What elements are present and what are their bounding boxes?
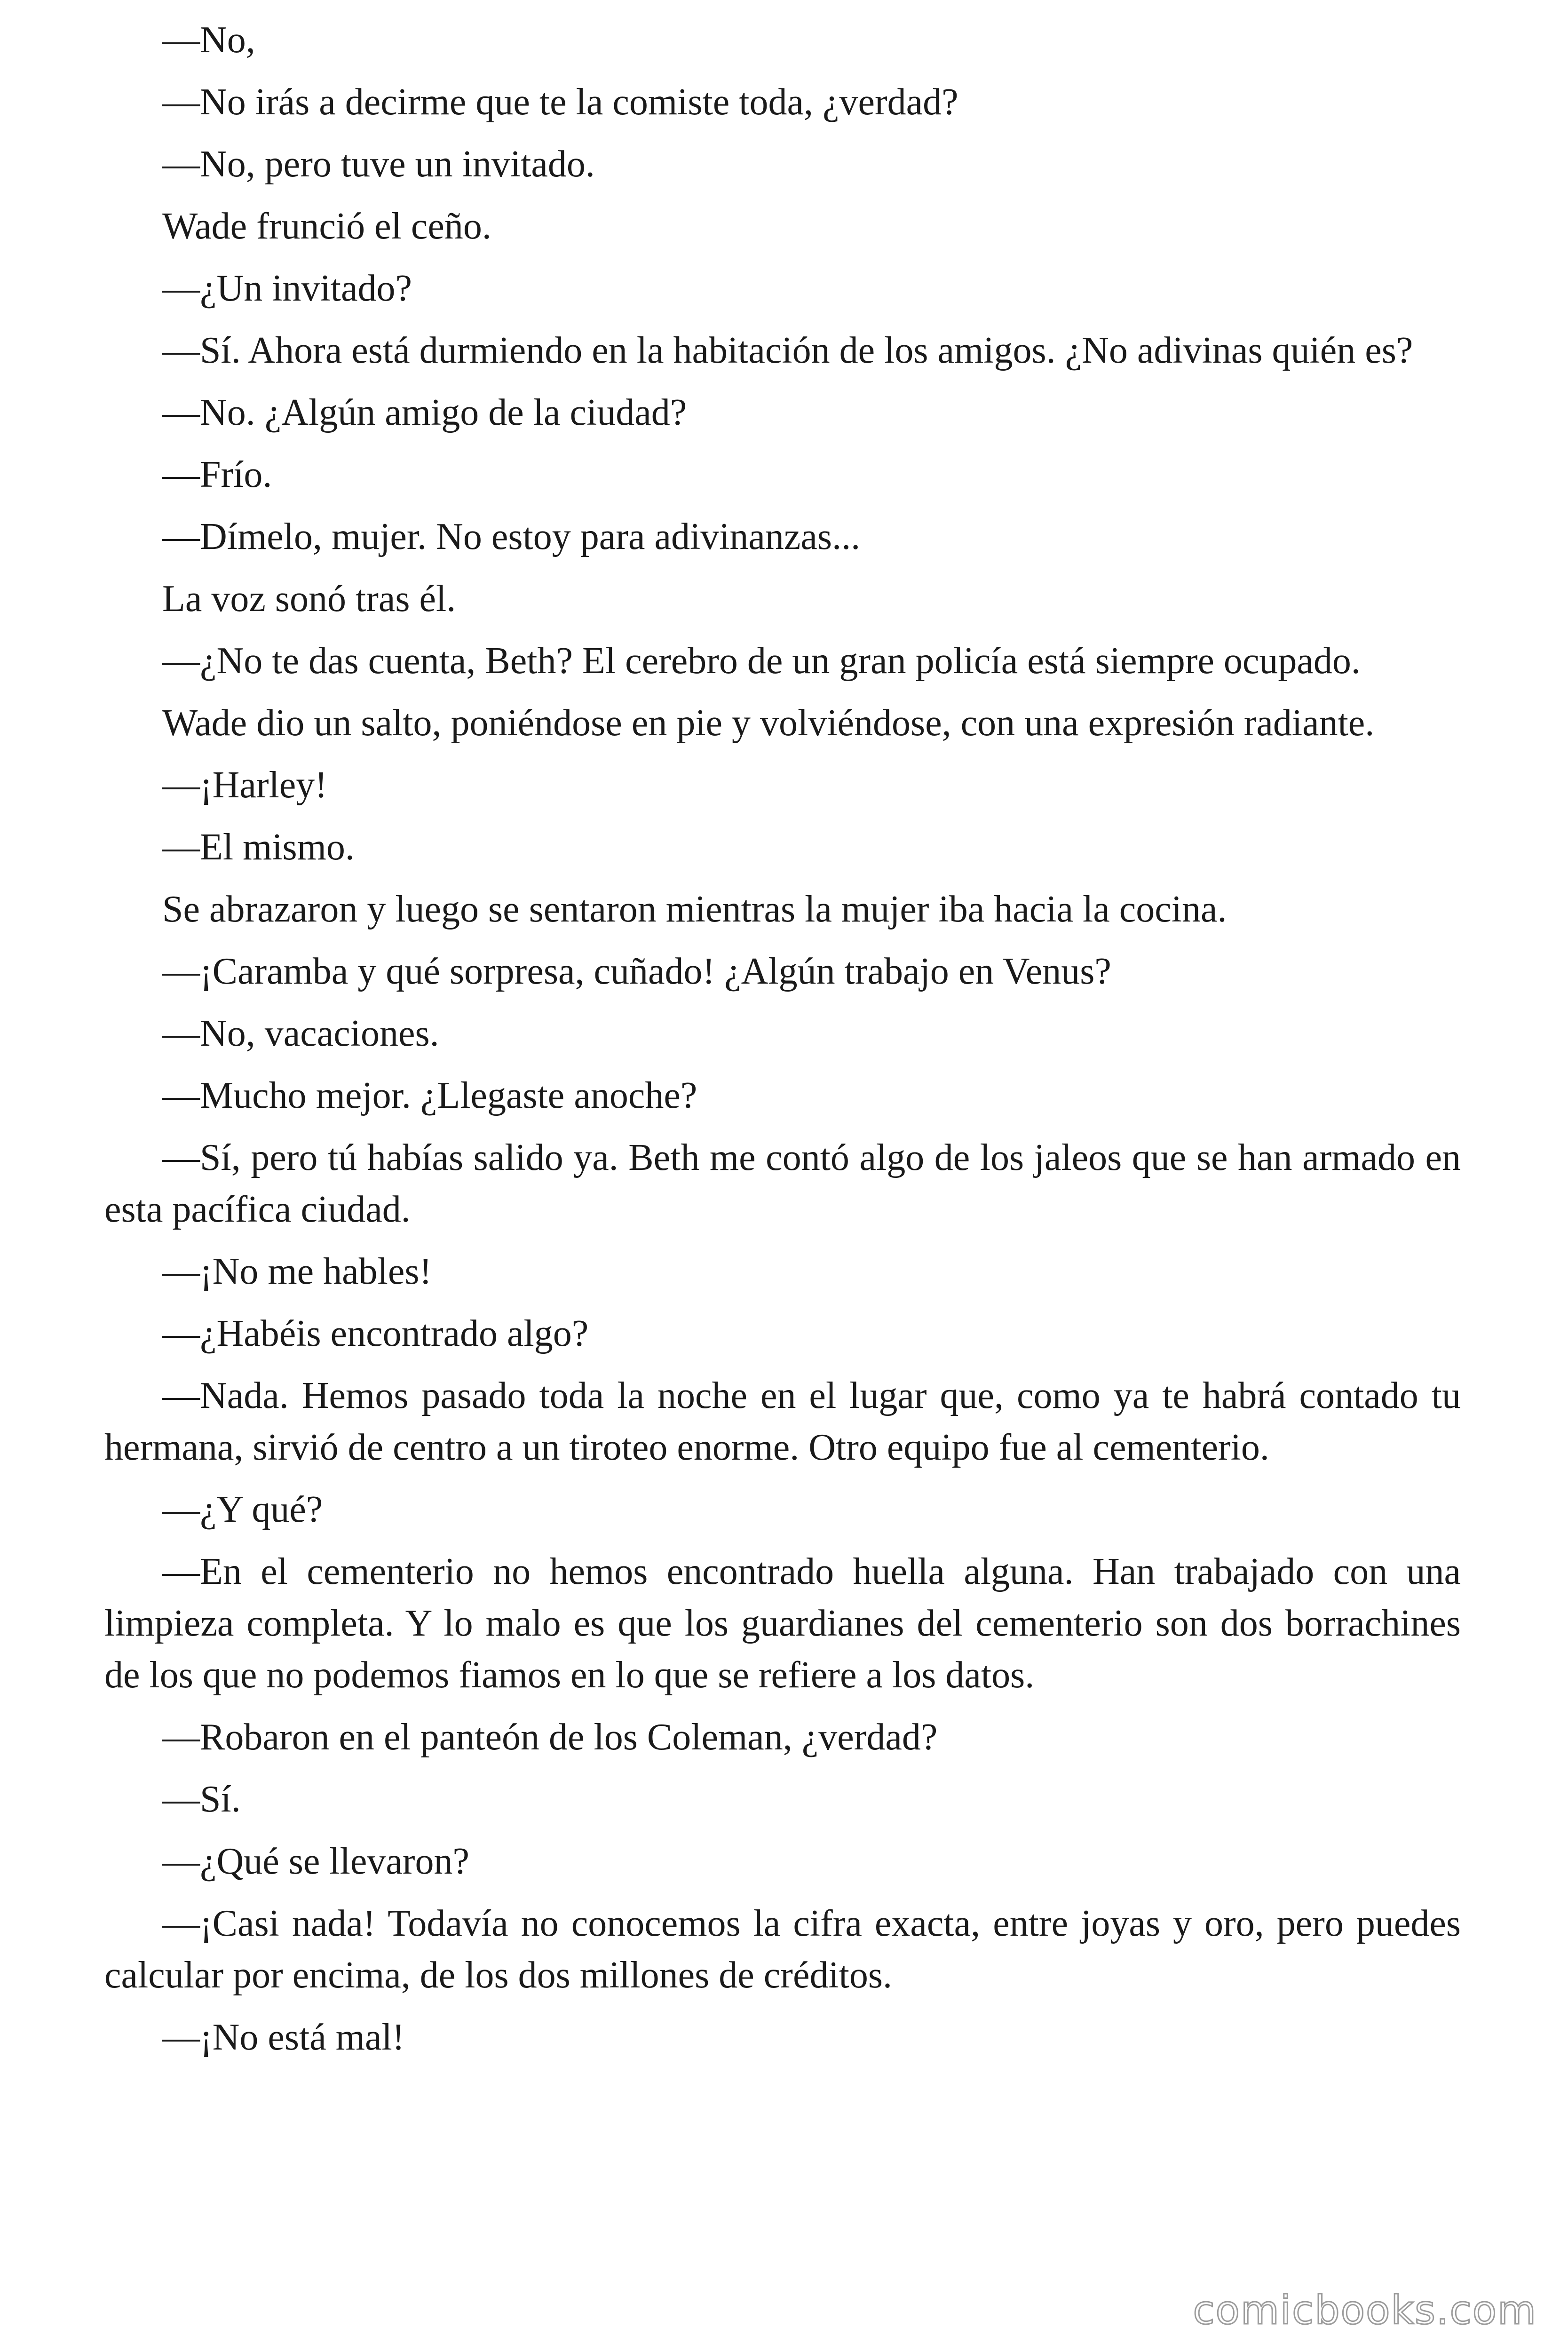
paragraph: —¡Harley! (162, 764, 327, 806)
paragraph: Wade dio un salto, poniéndose en pie y volviéndose, con una expresión radiante. (162, 702, 1375, 744)
paragraph: —No irás a decirme que te la comiste toda, ¿verdad? (162, 81, 958, 123)
paragraph: —¿Un invitado? (162, 268, 412, 309)
paragraph: —El mismo. (162, 826, 355, 868)
paragraph: —Mucho mejor. ¿Llegaste anoche? (162, 1075, 697, 1116)
paragraph: La voz sonó tras él. (162, 578, 456, 620)
paragraph: —Frío. (162, 454, 272, 495)
page-text (104, 14, 1461, 2074)
paragraph: —No, (162, 19, 255, 61)
paragraph: —¡Casi nada! Todavía no conocemos la cifra exacta, entre joyas y oro, pero puedes calcular por encima, de los dos millones de créditos. (104, 1903, 1461, 1996)
watermark: comicbooks.com (1193, 2287, 1537, 2333)
paragraph: —Robaron en el panteón de los Coleman, ¿verdad? (162, 1716, 938, 1758)
paragraph: —Dímelo, mujer. No estoy para adivinanzas... (162, 516, 861, 557)
paragraph: —Nada. Hemos pasado toda la noche en el lugar que, como ya te habrá contado tu hermana, sirvió de centro a un tiroteo enorme. Otro equipo fue al cementerio. (104, 1375, 1461, 1468)
paragraph: Se abrazaron y luego se sentaron mientras la mujer iba hacia la cocina. (162, 889, 1227, 930)
paragraph: —¡No está mal! (162, 2017, 405, 2058)
paragraph: —En el cementerio no hemos encontrado huella alguna. Han trabajado con una limpieza completa. Y lo malo es que los guardianes del cementerio son dos borrachines de los que no podemos fiamos en lo que se refiere a los datos. (104, 1551, 1461, 1696)
paragraph: —Sí. (162, 1779, 241, 1820)
paragraph: —No. ¿Algún amigo de la ciudad? (162, 392, 687, 433)
paragraph: —¡No me hables! (162, 1251, 432, 1292)
paragraph: Wade frunció el ceño. (162, 206, 491, 247)
paragraph: —¿Y qué? (162, 1489, 323, 1530)
paragraph: —¿Qué se llevaron? (162, 1841, 470, 1882)
paragraph: —Sí. Ahora está durmiendo en la habitación de los amigos. ¿No adivinas quién es? (162, 330, 1413, 371)
paragraph: —¿No te das cuenta, Beth? El cerebro de un gran policía está siempre ocupado. (162, 640, 1361, 682)
paragraph: —Sí, pero tú habías salido ya. Beth me contó algo de los jaleos que se han armado en esta pacífica ciudad. (104, 1137, 1461, 1230)
paragraph: —¡Caramba y qué sorpresa, cuñado! ¿Algún trabajo en Venus? (162, 951, 1111, 992)
paragraph: —No, vacaciones. (162, 1013, 439, 1054)
paragraph: —No, pero tuve un invitado. (162, 143, 595, 185)
paragraph: —¿Habéis encontrado algo? (162, 1313, 589, 1354)
